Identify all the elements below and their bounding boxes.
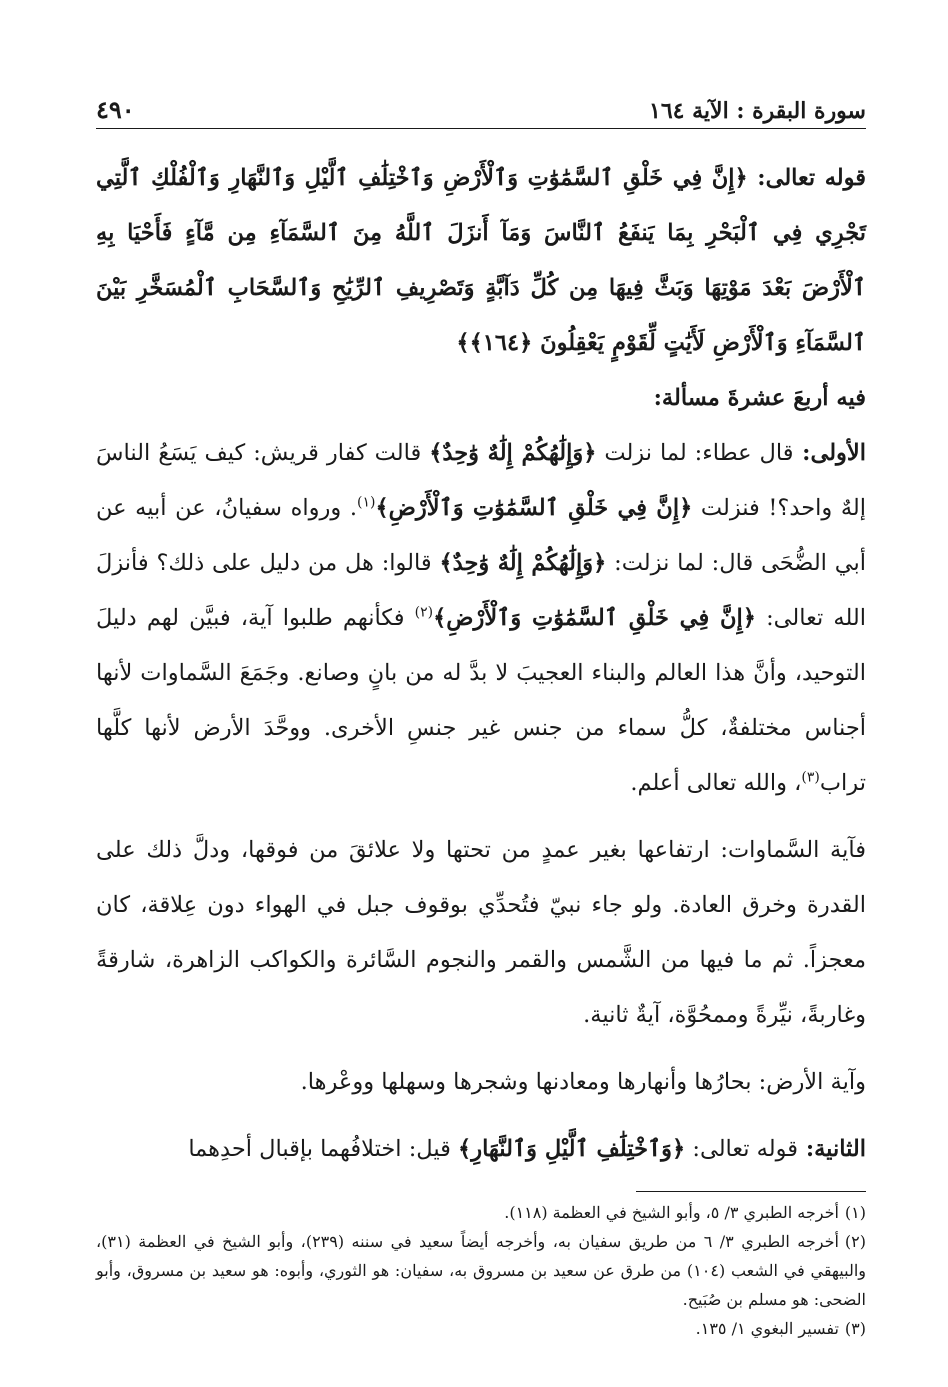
quote-span: ﴿إِنَّ فِي خَلْقِ ٱلسَّمَٰوَٰتِ وَٱلْأَرْضِ﴾ — [375, 495, 693, 521]
footnote-text: أخرجه الطبري ٣/ ٦ من طريق سفيان به، وأخرجه أيضاً سعيد في سننه (٢٣٩)، وأبو الشيخ في العظمة (٣١)، والبيهقي في الشعب (١٠٤) من طرق عن سعيد بن مسروق به، سفيان: هو الثوري، وأبوه: هو سعيد بن مسروق، وأبو الضحى: هو مسلم بن صُبَيح. — [96, 1232, 867, 1309]
footnotes — [96, 1198, 866, 1343]
page-number: ٤٩٠ — [96, 95, 135, 124]
footnote-number: (١) — [844, 1203, 866, 1222]
footnote-item — [96, 1198, 866, 1227]
main-text — [96, 151, 866, 1177]
quote-span: ﴿وَإِلَٰهُكُمْ إِلَٰهٌ وَٰحِدٌ﴾ — [439, 550, 607, 576]
footnote-item — [96, 1314, 866, 1343]
running-header — [96, 84, 866, 129]
running-title: سورة البقرة : الآية ١٦٤ — [649, 98, 866, 124]
text-span: قال عطاء: لما نزلت — [596, 440, 794, 466]
footnote-divider — [636, 1191, 866, 1192]
text-span: قوله تعالى: — [685, 1136, 798, 1162]
text-span: قالت كفار قريش: كيف يَسَعُ الناسَ إلهٌ واحد؟! فنزلت — [96, 440, 866, 521]
heavens-sign-paragraph: فآية السَّماوات: ارتفاعها بغير عمدٍ من تحتها ولا علائقَ من فوقها، ودلَّ ذلك على القدرة وخرق العادة. ولو جاء نبيّ فتُحدِّي بوقوف جبل في الهواء دون عِلاقة، كان معجزاً. ثم ما فيها من الشَّمس والقمر والنجوم السَّائرة والكواكب الزاهرة، شارقةً وغاربةً، نيِّرةً وممحُوَّة، آيةٌ ثانية. — [96, 837, 866, 1028]
first-issue-lead: الأولى: — [793, 440, 866, 466]
footnote-number: (٢) — [844, 1232, 866, 1251]
earth-sign-paragraph: وآية الأرض: بحارُها وأنهارها ومعادنها وشجرها وسهلها ووعْرها. — [300, 1069, 866, 1095]
verse-paragraph — [96, 151, 866, 371]
footnote-number: (٣) — [844, 1319, 866, 1338]
quote-span: ﴿وَٱخْتِلَٰفِ ٱلَّيْلِ وَٱلنَّهَارِ﴾ — [458, 1136, 686, 1162]
text-span: . ورواه سفيانُ، عن أبيه عن أبي الضُّحَى قال: لما نزلت: — [96, 495, 867, 576]
text-span: فكأنهم طلبوا آية، فبيَّن لهم دليلَ التوحيد، وأنَّ هذا العالم والبناء العجيبَ لا بدَّ له من بانٍ وصانع. وجَمَعَ السَّماوات لأنها أجناس مختلفةٌ، كلُّ سماء من جنس غير جنسِ الأخرى. ووحَّدَ الأرض لأنها كلَّها تراب — [96, 605, 866, 796]
footnote-text: تفسير البغوي ١/ ١٣٥. — [695, 1319, 839, 1338]
text-span: قيل: اختلافُهما بإقبال أحدِهما — [188, 1136, 459, 1162]
quote-span: ﴿إِنَّ فِي خَلْقِ ٱلسَّمَٰوَٰتِ وَٱلْأَرْضِ﴾ — [433, 605, 756, 631]
footnote-ref[interactable]: (٣) — [801, 769, 820, 786]
footnote-ref[interactable]: (٢) — [414, 604, 434, 621]
footnote-ref[interactable]: (١) — [356, 494, 376, 511]
second-issue-lead: الثانية: — [797, 1136, 866, 1162]
text-span: ، والله تعالى أعلم. — [630, 770, 802, 796]
book-page — [96, 84, 867, 1338]
first-issue-paragraph — [96, 426, 866, 811]
footnote-item — [96, 1227, 866, 1314]
text-span: قالوا: هل من دليل على ذلك؟ فأنزلَ الله تعالى: — [96, 550, 866, 631]
footnote-text: أخرجه الطبري ٣/ ٥، وأبو الشيخ في العظمة (١١٨). — [504, 1203, 839, 1222]
verse-text: ﴿إِنَّ فِي خَلْقِ ٱلسَّمَٰوَٰتِ وَٱلْأَرْضِ وَٱخْتِلَٰفِ ٱلَّيْلِ وَٱلنَّهَارِ وَٱلْفُلْكِ ٱلَّتِي تَجْرِي فِي ٱلْبَحْرِ بِمَا يَنفَعُ ٱلنَّاسَ وَمَآ أَنزَلَ ٱللَّهُ مِنَ ٱلسَّمَآءِ مِن مَّآءٍ فَأَحْيَا بِهِ ٱلْأَرْضَ بَعْدَ مَوْتِهَا وَبَثَّ فِيهَا مِن كُلِّ دَآبَّةٍ وَتَصْرِيفِ ٱلرِّيَٰحِ وَٱلسَّحَابِ ٱلْمُسَخَّرِ بَيْنَ ٱلسَّمَآءِ وَٱلْأَرْضِ لَأَيَٰتٍ لِّقَوْمٍ يَعْقِلُونَ ﴿١٦٤﴾﴾ — [96, 165, 866, 356]
verse-lead: قوله تعالى: — [747, 165, 866, 191]
second-issue-paragraph — [96, 1122, 866, 1177]
quote-span: ﴿وَإِلَٰهُكُمْ إِلَٰهٌ وَٰحِدٌ﴾ — [429, 440, 597, 466]
issues-intro: فيه أربعَ عشرةَ مسألة: — [653, 385, 866, 411]
